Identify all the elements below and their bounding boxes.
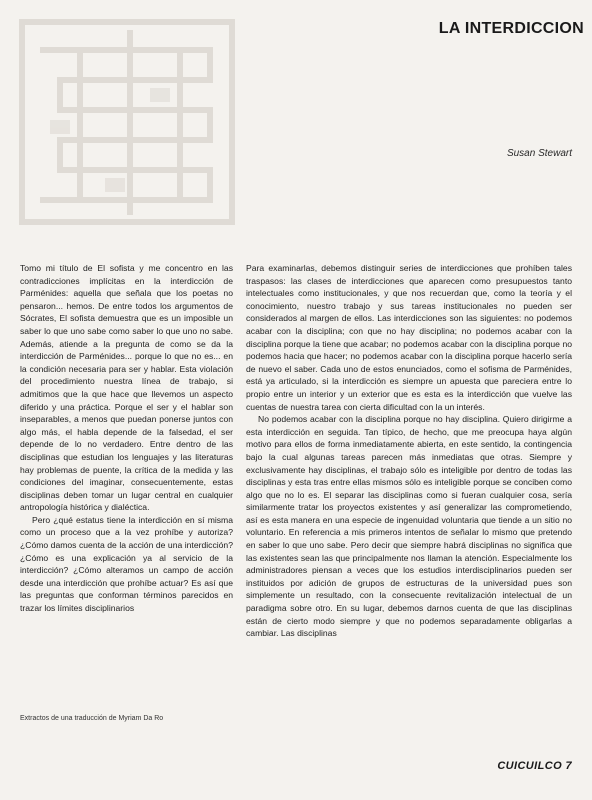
faded-geometric-pattern: [10, 10, 245, 235]
article-title: LA INTERDICCION: [438, 20, 584, 37]
paragraph: No podemos acabar con la disciplina porque no hay disciplina. Quiero dirigirme a esta interdicción en seguida. Tan típico, de hecho, que me preocupa haya algún motivo para ellos de forma inmediatamente abierta, en este sentido, la contingencia bajo la cual algunas tareas parecen más inmediatas que otras. Siempre y exclusivamente hay disciplinas, el trabajo sólo es inteligible por dentro de todas las disciplinas y esta tras entre ellas mismos sólo es inteligible porque se conciben como algo que no lo es. El separar las disciplinas como si fueran cualquier cosa, sería similarmente tratar los proyectos existentes y así generalizar las comprometiendo, así es esta manera en una especie de ingenuidad voluntaria que tiende a un sitio no voluntario. En referencia a mis primeros intentos de señalar lo mismo que pretendo en saber lo que uno sabe. Pero decir que siempre habrá disciplinas no significa que las existentes sean las que principalmente nos llaman la atención. Especialmente los administradores piensan a veces que los estudios interdisciplinarios pueden ser instituidos por adición de grupos de estructuras de la universidad pues son simplemente un resultado, con la consecuente revitalización intelectual de un paradigma sobre otro. En su lugar, debemos darnos cuenta de que las disciplinas están de cierto modo siempre y que no podemos separadamente obligarlas a cambiar. Las disciplinas: [246, 414, 572, 639]
body-column-left: [20, 262, 233, 615]
paragraph: Tomo mi título de El sofista y me concentro en las contradicciones implícitas en la interdicción de Parménides: aquella que señala que los poetas no pensaron... hemos. De entre todos los argumentos de Sócrates, El sofista demuestra que es un imposible un saber lo que uno sabe como saber lo que uno no sabe. Además, atiende a la pregunta de como se da la interdicción de Parménides... porque lo que no es... en la condición necesaria para ser y hablar. Esta violación del procedimiento nuestra línea de trabajo, si admitimos que la que hace que llevemos un aspecto diferido y una práctica. Porque el ser y el hablar son inseparables, a menos que puedan ponerse juntos con algo más, el habla depende de la falsedad, el ser depende de lo no verdadero. Entre dentro de las disciplinas que estudian los lenguajes y las literaturas hay problemas de puente, la crítica de la medida y las condiciones del imaginar, consecuentemente, estas disciplinas deben tomar un lugar central en cualquier antropología histórica y dialéctica.: [20, 263, 233, 513]
paragraph: Para examinarlas, debemos distinguir series de interdicciones que prohíben tales traspasos: las clases de interdicciones que aparecen como presupuestos tanto intelectuales como institucionales, y que nos recuerdan que, como la teoría y el conocimiento, nuestro trabajo y sus tareas institucionales no pueden ser considerados al margen de ellos. Las interdicciones son las siguientes: no podemos acabar con la disciplina; con que no hay disciplina; no podemos acabar con la disciplina porque la tiene que acabar; no podemos acabar con la disciplina porque no podemos hacia que hacer; no podemos acabar con la disciplina porque hacerlo sería de nuevo el saber. Cada uno de estos enunciados, como el sofisma de Parménides, está ya articulado, si la interdicción es siempre un apuesta que pareciera entre lo propio entre un interior y un exterior que es esta es la interdicción que vuelve las cuentas de nuestra tarea con cierta dificultad con la un interés.: [246, 263, 572, 412]
article-author: Susan Stewart: [506, 148, 572, 159]
paragraph: Pero ¿qué estatus tiene la interdicción en sí misma como un proceso que a la vez prohíbe y autoriza? ¿Cómo damos cuenta de la acción de una interdicción? ¿Cómo es una explicación ya al servicio de la interdicción? ¿Cómo alteramos un campo de acción desde una interdicción que prohíbe actuar? Es así que las preguntas que conforman términos parecidos en trazar los límites disciplinarios: [20, 514, 233, 614]
translation-footnote: Extractos de una traducción de Myriam Da Ro: [20, 715, 164, 722]
body-column-right: [246, 262, 572, 640]
decorative-pattern-art: [10, 10, 245, 235]
page-number: CUICUILCO 7: [497, 760, 572, 772]
